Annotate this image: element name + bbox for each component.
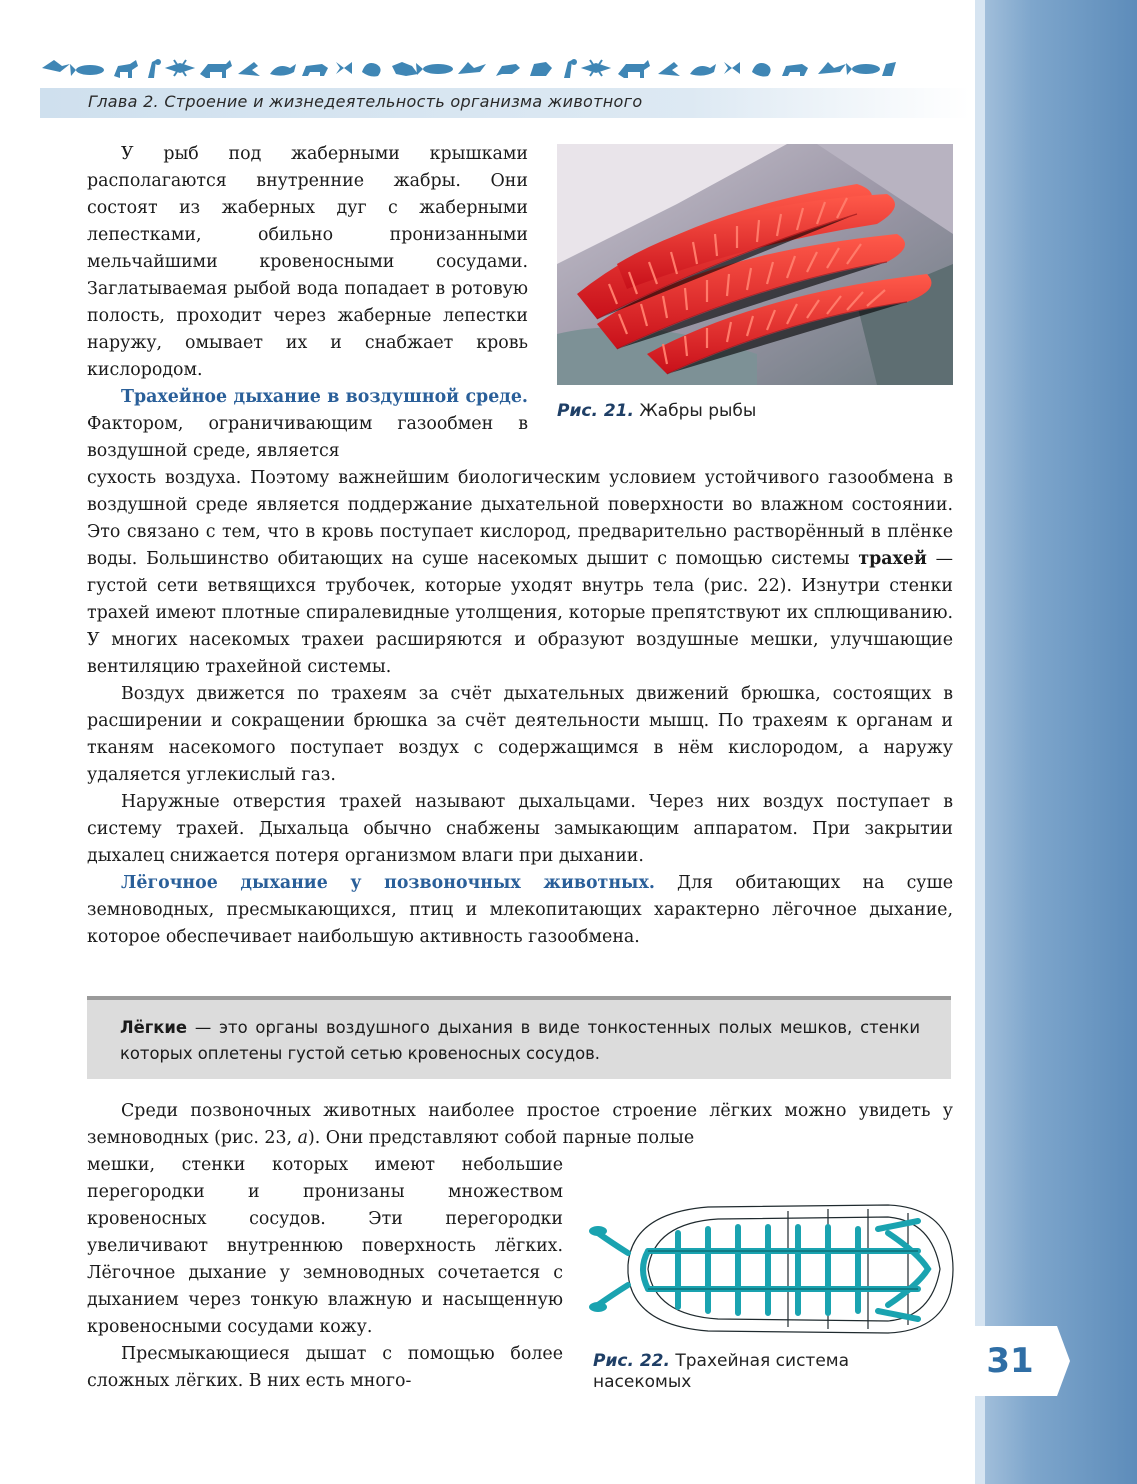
paragraph-amphibian-text-a: Среди позвоночных животных наиболее простое строение лёгких можно увидеть у земноводных (рис. 23, bbox=[87, 1101, 953, 1148]
paragraph-lung-intro-text: Для обитающих на суше земноводных, пресмыкающихся, птиц и млекопитающих характерно лёгочное дыхание, которое обеспечивает наибольшую активность газообмена. bbox=[87, 873, 953, 947]
heading-tracheal-breathing: Трахейное дыхание в воздушной среде. bbox=[121, 387, 528, 407]
paragraph-amphibian-lungs-b: мешки, стенки которых имеют небольшие перегородки и пронизаны множеством кровеносных сосудов. Эти перегородки увеличивают внутреннюю поверхность лёгких. Лёгочное дыхание у земноводных сочетается с дыханием через тонкую влажную и насыщенную кровеносными сосудами кожу. bbox=[87, 1155, 563, 1337]
figure-21-caption bbox=[557, 401, 756, 422]
paragraph-lung-intro bbox=[87, 870, 953, 951]
paragraph-tracheal-text-b: — густой сети ветвящихся трубочек, которые уходят внутрь тела (рис. 22). Изнутри стенки трахей имеют плотные спиралевидные утолщения, которые препятствуют их сплющиванию. У многих насекомых трахеи расширяются и образуют воздушные мешки, улучшающие вентиляцию трахейной системы. bbox=[87, 549, 953, 677]
side-margin-band bbox=[975, 0, 1137, 1484]
figure-22-label: Рис. 22. bbox=[593, 1351, 670, 1371]
paragraph-amphibian-text-b: ). Они представляют собой парные полые bbox=[307, 1128, 695, 1148]
insect-tracheal-system-icon bbox=[588, 1193, 956, 1346]
paragraph-amphibian-lungs-a bbox=[87, 1098, 953, 1152]
main-text-block bbox=[87, 465, 953, 951]
paragraph-tracheal bbox=[87, 465, 953, 681]
figure-ref-letter: а bbox=[297, 1128, 308, 1148]
paragraph-tracheal-intro-text: Фактором, ограничивающим газообмен в воздушной среде, является bbox=[87, 414, 528, 461]
figure-21-text: Жабры рыбы bbox=[639, 401, 757, 421]
chapter-title: Глава 2. Строение и жизнедеятельность организма животного bbox=[88, 92, 643, 111]
definition-lungs bbox=[120, 1015, 920, 1067]
definition-term: Лёгкие bbox=[120, 1018, 188, 1037]
fish-gills-photo-icon bbox=[557, 144, 953, 385]
paragraph-amphibian-lungs-column bbox=[87, 1152, 563, 1395]
page-number: 31 bbox=[986, 1341, 1034, 1381]
paragraph-spiracles: Наружные отверстия трахей называют дыхальцами. Через них воздух поступает в систему трахей. Дыхальца обычно снабжены замыкающим аппаратом. При закрытии дыхалец снижается потеря организмом влаги при дыхании. bbox=[87, 792, 953, 866]
paragraph-tracheal-intro bbox=[87, 384, 528, 465]
paragraph-tracheal-text-a: сухость воздуха. Поэтому важнейшим биологическим условием устойчивого газообмена в воздушной среде является поддержание дыхательной поверхности во влажном состоянии. Это связано с тем, что в кровь поступает кислород, предварительно растворённый в плёнке воды. Большинство обитающих на суше насекомых дышит с помощью системы bbox=[87, 468, 953, 569]
term-tracheae: трахей bbox=[858, 549, 927, 569]
definition-body: — это органы воздушного дыхания в виде тонкостенных полых мешков, стенки которых оплетены густой сетью кровеносных сосудов. bbox=[120, 1018, 920, 1063]
figure-22-caption bbox=[593, 1351, 849, 1393]
figure-22-text-line1: Трахейная система bbox=[675, 1351, 850, 1371]
figure-22-text-line2: насекомых bbox=[593, 1372, 692, 1392]
paragraph-fish-gills: У рыб под жаберными крышками располагаются внутренние жабры. Они состоят из жаберных дуг с жаберными лепестками, обильно пронизанными мельчайшими кровеносными сосудами. Заглатываемая рыбой вода попадает в ротовую полость, проходит через жаберные лепестки наружу, омывает их и снабжает кровь кислородом. bbox=[87, 144, 528, 380]
paragraph-reptile-lungs: Пресмыкающиеся дышат с помощью более сложных лёгких. В них есть много- bbox=[87, 1344, 563, 1391]
paragraph-amphibian-lungs-start bbox=[87, 1098, 953, 1152]
side-margin-edge bbox=[975, 0, 985, 1484]
animal-silhouettes-icon bbox=[40, 54, 898, 82]
paragraph-air-movement: Воздух движется по трахеям за счёт дыхательных движений брюшка, состоящих в расширении и сокращении брюшка за счёт деятельности мышц. По трахеям к органам и тканям насекомого поступает воздух с содержащимся в нём кислородом, а наружу удаляется углекислый газ. bbox=[87, 684, 953, 785]
heading-lung-breathing: Лёгочное дыхание у позвоночных животных. bbox=[121, 873, 655, 893]
figure-21-label: Рис. 21. bbox=[557, 401, 634, 421]
paragraph-fish-gills-block bbox=[87, 141, 528, 465]
